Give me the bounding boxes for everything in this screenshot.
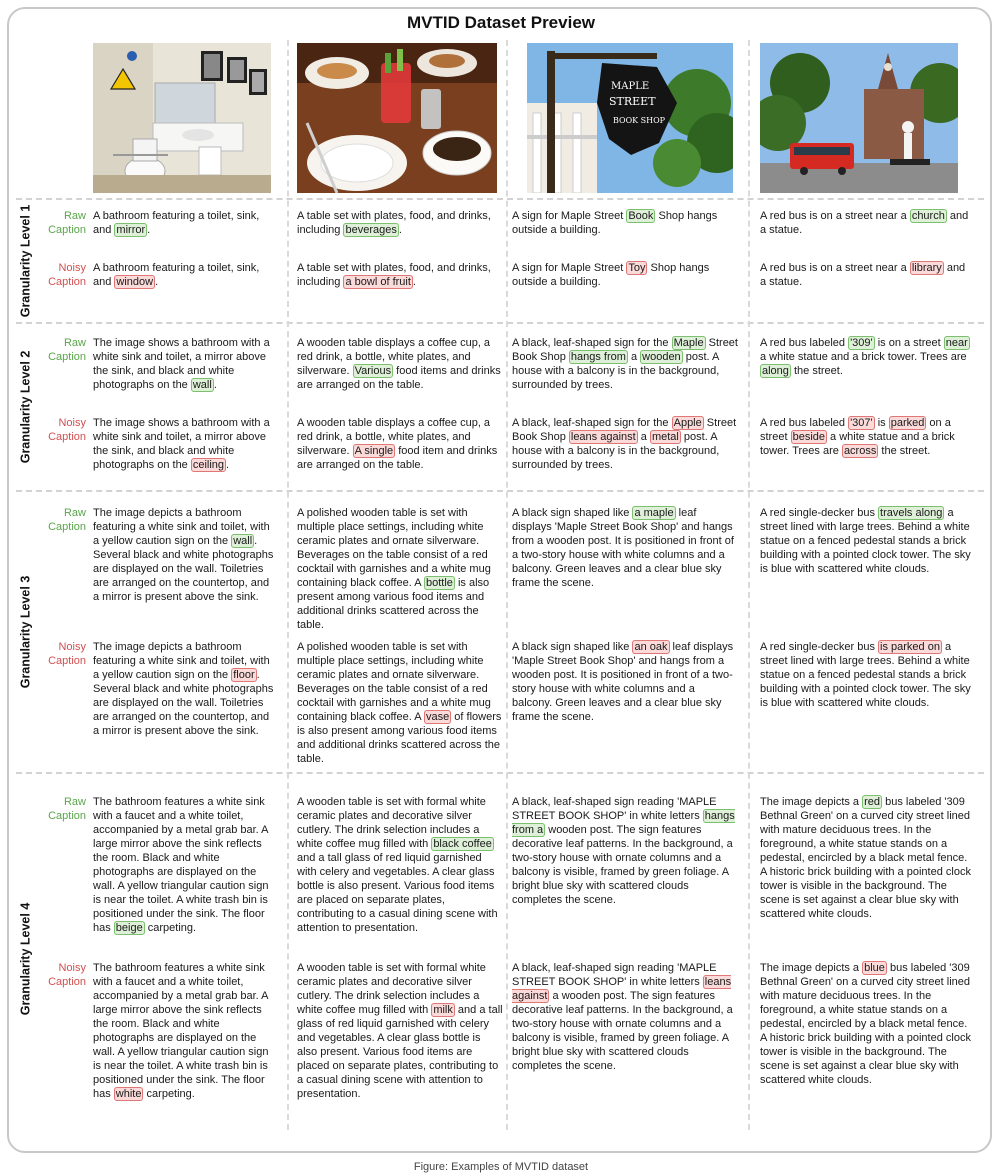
column-divider-1 <box>287 40 289 1130</box>
level-label-4: Granularity Level 4 <box>18 902 32 1016</box>
raw-highlight: hangs from a <box>512 810 735 836</box>
noisy-highlight: beside <box>792 431 825 443</box>
noisy-highlight: parked <box>890 417 925 429</box>
noisy-caption-label: Noisy Caption <box>48 417 86 443</box>
raw-caption-label: Raw Caption <box>48 507 86 533</box>
caption-cell: A red single-decker bus is parked on a street lined with large trees. Behind a white statue on a fenced pedestal stands a brick building with a pointed clock tower. The sky is blue with scattered white clouds. <box>760 641 971 709</box>
noisy-highlight: floor <box>233 669 255 681</box>
caption-cell: A red bus labeled '309' is on a street near a white statue and a brick tower. Trees are along the street. <box>760 337 968 377</box>
noisy-highlight: window <box>116 276 154 288</box>
raw-highlight: beverages <box>345 224 397 236</box>
caption-cell: The bathroom features a white sink with a faucet and a white toilet, accompanied by a metal grab bar. A large mirror above the sink reflects the room. Black and white photographs are displayed on the wall. A yellow triangular caution sign is near the toilet. A white trash bin is positioned under the sink. The floor has beige carpeting. <box>93 796 269 934</box>
caption-cell: The image depicts a blue bus labeled '309 Bethnal Green' on a curved city street lined with mature deciduous trees. In the foreground, a white statue stands on a pedestal, encircled by a black metal fence. A historic brick building with a pointed clock tower is visible in the background. The scene is set against a clear blue sky with scattered white clouds. <box>760 962 971 1086</box>
raw-highlight: wooden <box>642 351 681 363</box>
bathroom-photo <box>93 43 271 193</box>
caption-cell: A black, leaf-shaped sign for the Maple Street Book Shop hangs from a wooden post. A house with a balcony is in the background, surrounded by trees. <box>512 337 738 391</box>
caption-cell: A black, leaf-shaped sign for the Apple Street Book Shop leans against a metal post. A house with a balcony is in the background, surrounded by trees. <box>512 417 737 471</box>
column-divider-3 <box>748 40 750 1130</box>
svg-text:BOOK SHOP: BOOK SHOP <box>613 116 666 125</box>
svg-text:MAPLE: MAPLE <box>611 81 650 92</box>
caption-cell: A black sign shaped like an oak leaf displays 'Maple Street Book Shop' and hangs from a wooden post. It is positioned in front of a two-story house with white columns and a balcony. Green leaves and a clear blue sky frame the scene. <box>512 641 734 723</box>
noisy-caption-label: Noisy Caption <box>48 262 86 288</box>
noisy-highlight: Toy <box>628 262 646 274</box>
raw-highlight: wall <box>233 535 253 547</box>
separator-level-4 <box>16 772 984 774</box>
raw-caption-label: Raw Caption <box>48 210 86 236</box>
noisy-highlight: library <box>911 262 942 274</box>
raw-highlight: red <box>864 796 881 808</box>
raw-caption-label: Raw Caption <box>48 796 86 822</box>
caption-cell: A wooden table displays a coffee cup, a red drink, a bottle, white plates, and silverware. A single food item and drinks are arranged on the table. <box>297 417 498 471</box>
noisy-highlight: an oak <box>634 641 668 653</box>
caption-cell: A wooden table displays a coffee cup, a red drink, a bottle, white plates, and silverware. Various food items and drinks are arranged on the table. <box>297 337 501 391</box>
raw-highlight: Various <box>354 365 392 377</box>
caption-cell: A red bus labeled '307' is parked on a street beside a white statue and a brick tower. Trees are across the street. <box>760 417 955 457</box>
caption-cell: The image shows a bathroom with a white sink and toilet, a mirror above the sink, and black and white photographs on the wall . <box>93 337 270 391</box>
column-divider-2 <box>506 40 508 1130</box>
caption-cell: A bathroom featuring a toilet, sink, and mirror . <box>93 210 260 236</box>
raw-caption-label: Raw Caption <box>48 337 86 363</box>
caption-cell: A red single-decker bus travels along a street lined with large trees. Behind a white statue on a fenced pedestal stands a brick building with a pointed clock tower. The sky is blue with scattered white clouds. <box>760 507 971 575</box>
caption-cell: A sign for Maple Street Toy Shop hangs outside a building. <box>512 262 710 288</box>
level-label-3: Granularity Level 3 <box>18 575 32 689</box>
raw-highlight: hangs from <box>570 351 626 363</box>
raw-highlight: mirror <box>116 224 146 236</box>
figure-caption: Figure: Examples of MVTID dataset <box>413 1161 589 1173</box>
caption-cell: The image depicts a bathroom featuring a white sink and toilet, with a yellow caution sign on the wall . Several black and white photographs are displayed on the wall. Toiletries are arranged on the countertop, and a mirror is present above the sink. <box>93 507 274 603</box>
raw-highlight: Maple <box>673 337 704 349</box>
noisy-highlight: is parked on <box>880 641 940 653</box>
raw-highlight: bottle <box>426 577 453 589</box>
noisy-highlight: across <box>843 445 877 457</box>
noisy-highlight: white <box>115 1088 142 1100</box>
raw-highlight: near <box>945 337 968 349</box>
noisy-highlight: '307' <box>850 417 873 429</box>
noisy-highlight: Apple <box>673 417 702 429</box>
noisy-caption-label: Noisy Caption <box>48 962 86 988</box>
caption-cell: A table set with plates, food, and drinks, including beverages . <box>297 210 491 236</box>
caption-cell: A bathroom featuring a toilet, sink, and window . <box>93 262 260 288</box>
noisy-highlight: ceiling <box>192 459 225 471</box>
dining-table-photo <box>297 43 497 193</box>
noisy-highlight: milk <box>433 1004 453 1016</box>
caption-cell: The bathroom features a white sink with a faucet and a white toilet, accompanied by a metal grab bar. A large mirror above the sink reflects the room. Black and white photographs are displayed on the wall. A yellow triangular caution sign is near the toilet. A white trash bin is positioned under the sink. The floor has white carpeting. <box>93 962 269 1100</box>
raw-highlight: '309' <box>850 337 873 349</box>
caption-cell: A red bus is on a street near a library and a statue. <box>760 262 966 288</box>
level-label-1: Granularity Level 1 <box>18 204 32 318</box>
raw-highlight: a maple <box>634 507 674 519</box>
caption-cell: A polished wooden table is set with multiple place settings, including white ceramic plates and ornate silverware. Beverages on the table consist of a red cocktail with garnishes and a white mug containing black coffee. A bottle is also present among various food items and additional drinks scattered across the table. <box>297 507 491 631</box>
noisy-highlight: leans against <box>512 976 732 1002</box>
noisy-highlight: vase <box>426 711 450 723</box>
separator-level-1 <box>16 198 984 200</box>
caption-cell: A black, leaf-shaped sign reading 'MAPLE STREET BOOK SHOP' in white letters hangs from a wooden post. The sign features decorative leaf patterns. In the background, a two-story house with ornate columns and a balcony is visible, framed by green foliage. A bright blue sky with scattered clouds completes the scene. <box>512 796 735 906</box>
maple-street-sign-photo <box>527 43 733 193</box>
noisy-highlight: a bowl of fruit <box>345 276 411 288</box>
caption-cell: A table set with plates, food, and drinks, including a bowl of fruit . <box>297 262 491 288</box>
separator-level-2 <box>16 322 984 324</box>
raw-highlight: Book <box>628 210 654 222</box>
raw-highlight: travels along <box>880 507 943 519</box>
noisy-caption-label: Noisy Caption <box>48 641 86 667</box>
raw-highlight: church <box>911 210 945 222</box>
level-label-2: Granularity Level 2 <box>18 350 32 464</box>
noisy-highlight: leans against <box>570 431 636 443</box>
caption-cell: The image shows a bathroom with a white sink and toilet, a mirror above the sink, and black and white photographs on the ceiling . <box>93 417 270 471</box>
raw-highlight: wall <box>192 379 212 391</box>
raw-highlight: along <box>762 365 789 377</box>
caption-cell: A sign for Maple Street Book Shop hangs outside a building. <box>512 210 718 236</box>
caption-cell: A wooden table is set with formal white ceramic plates and decorative silver cutlery. The drink selection includes a white coffee mug filled with milk and a tall glass of red liquid garnished with celery and vegetables. A clear glass bottle is also present. Various food items are placed on separate plates, contributing to a casual dining scene with attention to presentation. <box>297 962 503 1100</box>
figure-title: MVTID Dataset Preview <box>406 13 595 32</box>
noisy-highlight: A single <box>354 445 394 457</box>
caption-cell: A wooden table is set with formal white ceramic plates and decorative silver cutlery. The drink selection includes a white coffee mug filled with black coffee and a tall glass of red liquid garnished with celery and vegetables. A clear glass bottle is also present. Various food items are placed on separate plates, contributing to a casual dining scene with attention to presentation. <box>297 796 498 934</box>
separator-level-3 <box>16 490 984 492</box>
noisy-highlight: blue <box>864 962 885 974</box>
caption-cell: A polished wooden table is set with multiple place settings, including white ceramic plates and ornate silverware. Beverages on the table consist of a red cocktail with garnishes and a white mug containing black coffee. A vase of flowers is also present among various food items and additional drinks scattered across the table. <box>297 641 502 765</box>
raw-highlight: beige <box>115 922 143 934</box>
caption-cell: A black sign shaped like a maple leaf displays 'Maple Street Book Shop' and hangs from a wooden post. It is positioned in front of a two-story house with white columns and a balcony. Green leaves and a clear blue sky frame the scene. <box>512 507 734 589</box>
noisy-highlight: metal <box>651 431 679 443</box>
svg-text:STREET: STREET <box>609 95 656 108</box>
caption-cell: A red bus is on a street near a church and a statue. <box>760 210 969 236</box>
caption-cell: A black, leaf-shaped sign reading 'MAPLE STREET BOOK SHOP' in white letters leans against a wooden post. The sign features decorative leaf patterns. In the background, a two-story house with ornate columns and a balcony is visible, framed by green foliage. A bright blue sky with scattered clouds completes the scene. <box>512 962 733 1072</box>
red-bus-photo <box>760 43 958 193</box>
raw-highlight: black coffee <box>433 838 492 850</box>
caption-cell: The image depicts a bathroom featuring a white sink and toilet, with a yellow caution sign on the floor . Several black and white photographs are displayed on the wall. Toiletries are arranged on the countertop, and a mirror is present above the sink. <box>93 641 274 737</box>
caption-cell: The image depicts a red bus labeled '309 Bethnal Green' on a curved city street lined with mature deciduous trees. In the foreground, a white statue stands on a pedestal, encircled by a black metal fence. A historic brick building with a pointed clock tower is visible in the background. The scene is set against a clear blue sky with scattered white clouds. <box>760 796 971 920</box>
